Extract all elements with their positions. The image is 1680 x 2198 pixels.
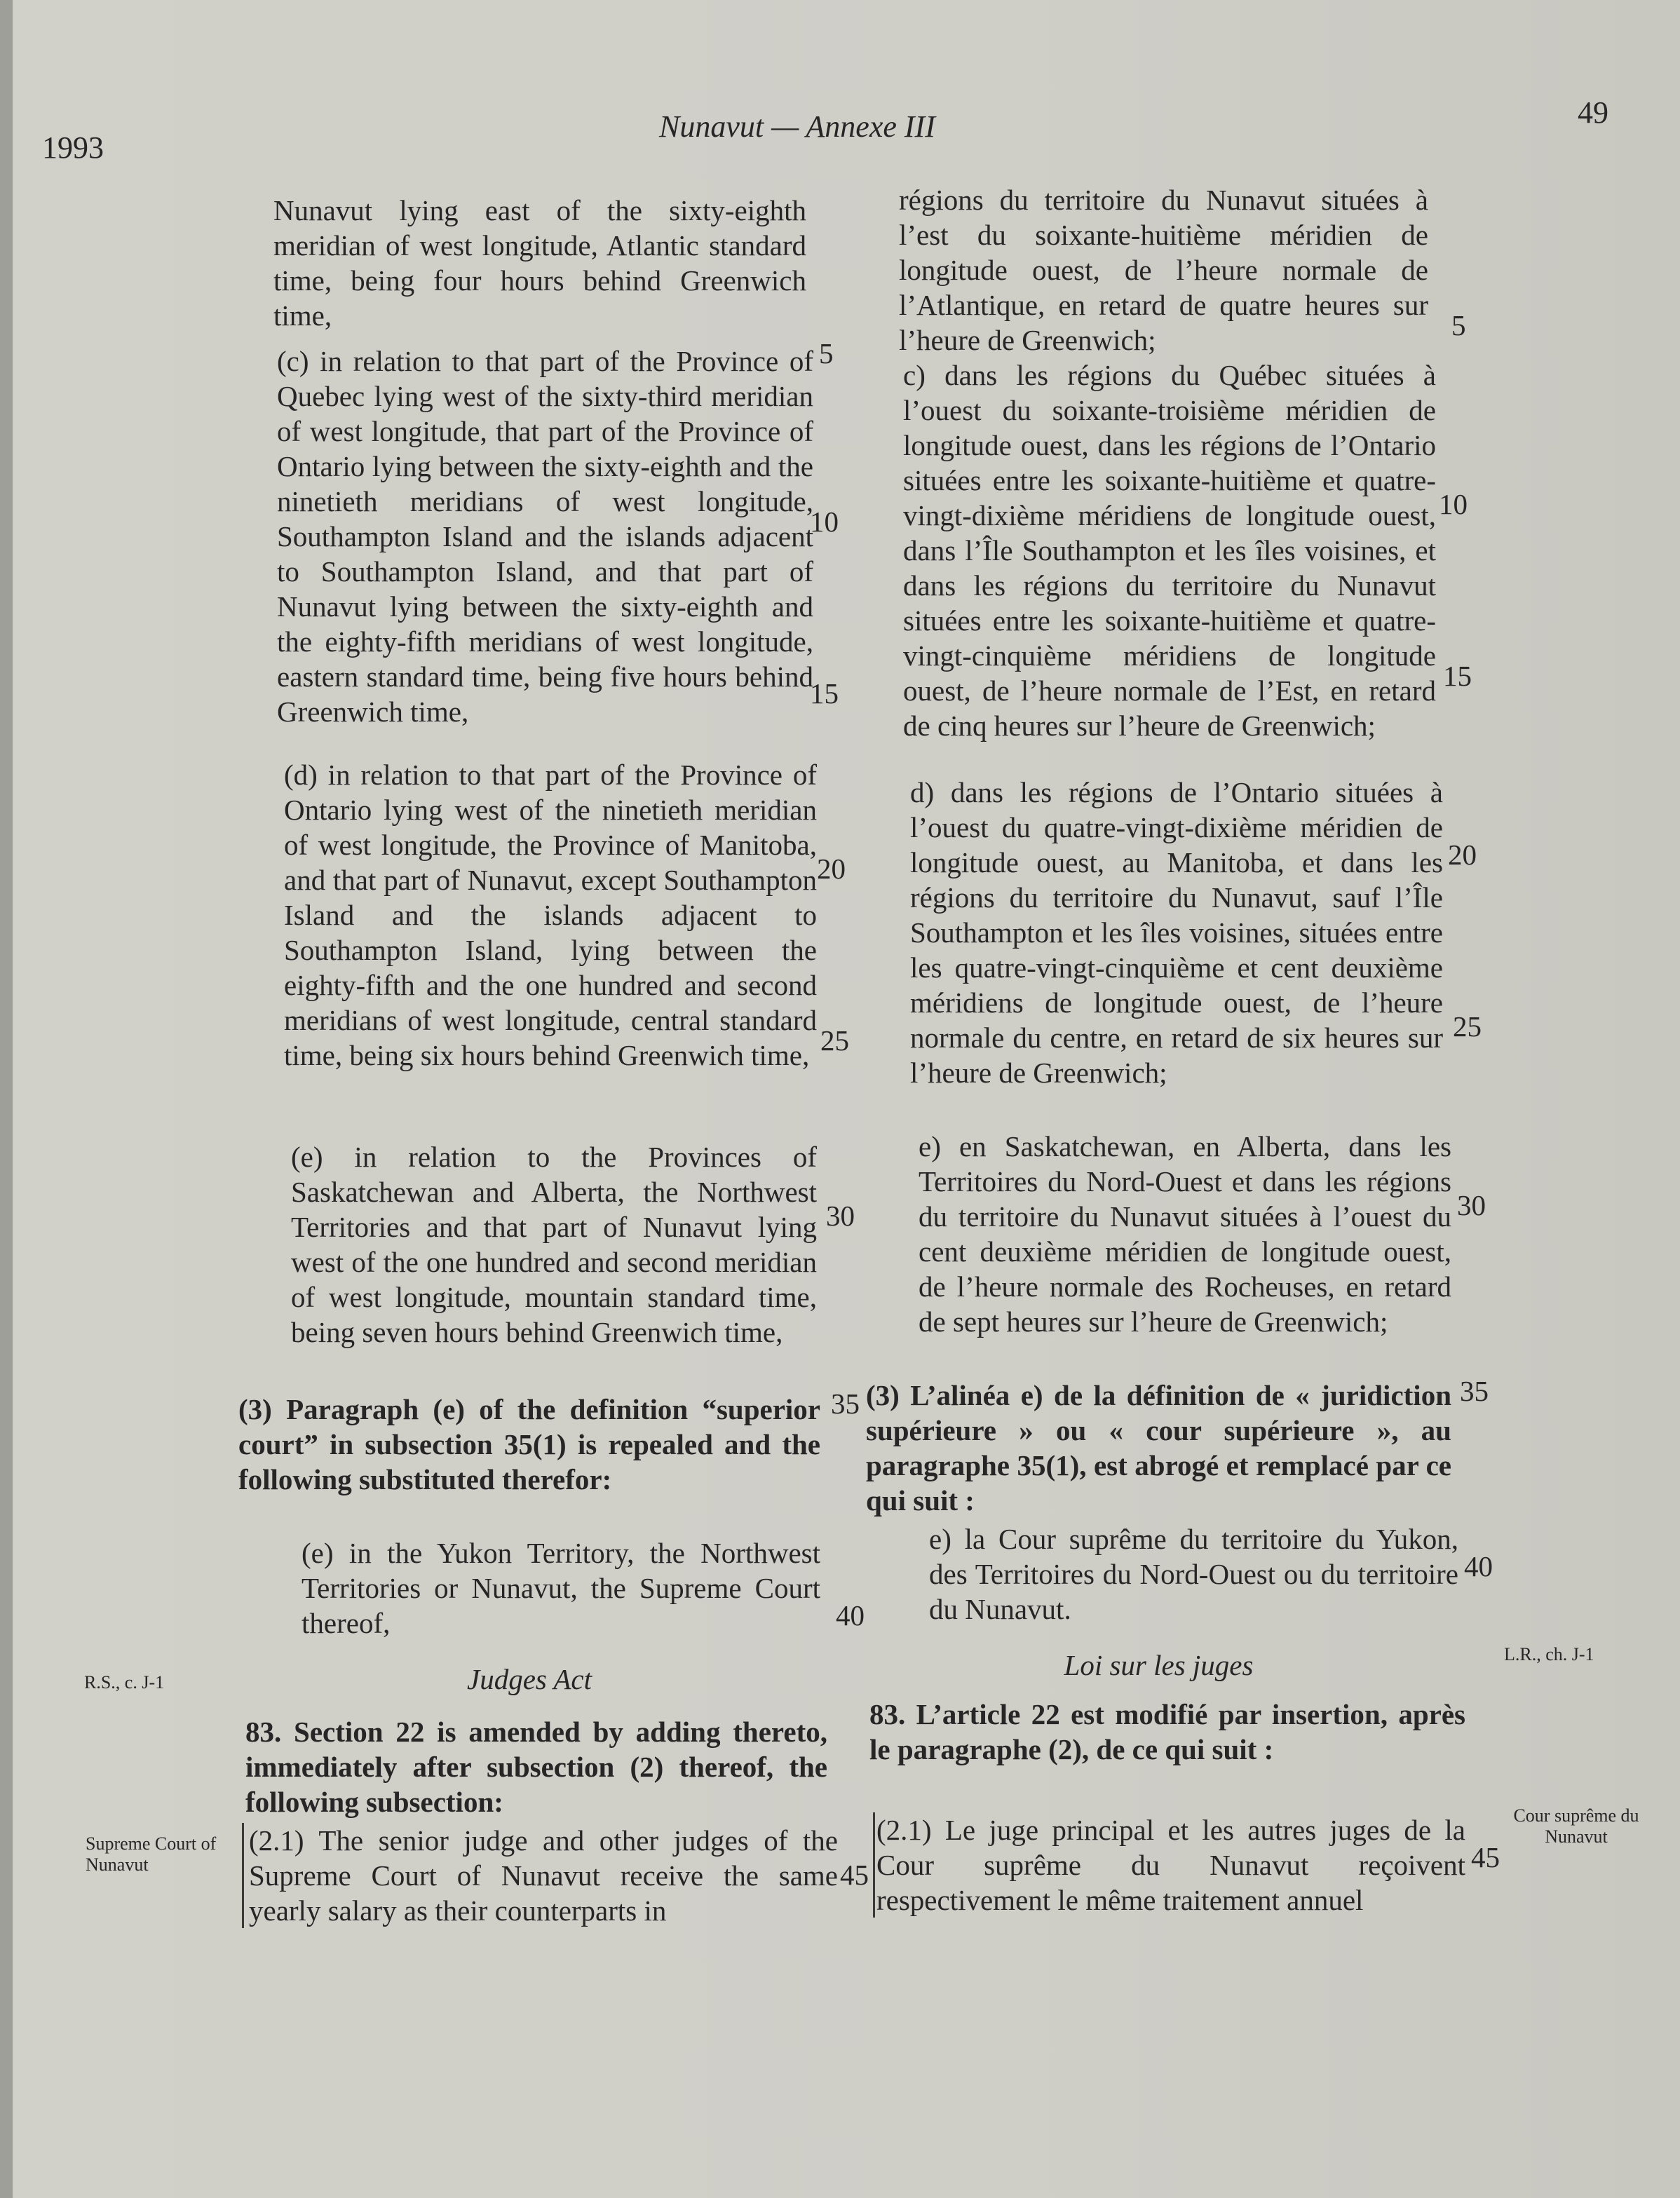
fr-subsection-3: (3) L’alinéa e) de la définition de « juridiction supérieure » ou « cour supérieure », au paragraphe 35(1), est abrogé et remplacé par ce qui suit : xyxy=(866,1379,1451,1517)
fr-line-number: 10 xyxy=(1439,488,1468,520)
en-paragraph-c: (c) in relation to that part of the Province of Quebec lying west of the sixty-third meridian of west longitude, that part of the Province of Ontario lying between the sixty-eighth and the ninetieth meridians of west longitude, Southampton Island and the islands adjacent to Southampton Island, and that part of Nunavut lying between the sixty-eighth and the eighty-fifth meridians of west longitude, eastern standard time, being five hours behind Greenwich time, xyxy=(277,345,813,728)
en-section-83: 83. Section 22 is amended by adding thereto, immediately after subsection (2) thereof, the following subsection: xyxy=(245,1716,827,1818)
en-line-number: 40 xyxy=(836,1599,865,1631)
fr-subsection-2-1: (2.1) Le juge principal et les autres juges de la Cour suprême du Nunavut reçoivent respectivement le même traitement annuel xyxy=(876,1814,1465,1916)
fr-line-number: 25 xyxy=(1453,1010,1482,1043)
margin-note-supreme-court: Supreme Court of Nunavut xyxy=(86,1833,217,1875)
en-line-number: 45 xyxy=(840,1859,869,1891)
en-act-title: Judges Act xyxy=(467,1663,592,1695)
fr-paragraph-d: d) dans les régions de l’Ontario situées à l’ouest du quatre-vingt-dixième méridien de longitude ouest, au Manitoba, et dans les régions du territoire du Nunavut, sauf l’Île Southampton et les îles voisines, situées entre les quatre-vingt-cinquième et cent deuxième méridiens de longitude ouest, de l’heure normale du centre, en retard de six heures sur l’heure de Greenwich; xyxy=(910,776,1443,1089)
header-title: Nunavut — Annexe III xyxy=(659,109,935,144)
fr-paragraph-e: e) en Saskatchewan, en Alberta, dans les Territoires du Nord-Ouest et dans les régions du territoire du Nunavut situées à l’ouest du cent deuxième méridien de longitude ouest, de l’heure normale des Rocheuses, en retard de sept heures sur l’heure de Greenwich; xyxy=(919,1130,1451,1338)
fr-section-83: 83. L’article 22 est modifié par insertion, après le paragraphe (2), de ce qui suit : xyxy=(869,1698,1465,1765)
en-line-number: 30 xyxy=(826,1200,855,1232)
en-subsection-3: (3) Paragraph (e) of the definition “superior court” in subsection 35(1) is repealed and the following substituted therefor: xyxy=(238,1393,820,1495)
fr-act-title: Loi sur les juges xyxy=(1064,1649,1254,1681)
fr-continuation: régions du territoire du Nunavut situées à l’est du soixante-huitième méridien de longitude ouest, de l’heure normale de l’Atlantique, en retard de quatre heures sur l’heure de Greenwich; xyxy=(899,184,1428,356)
fr-line-number: 35 xyxy=(1460,1375,1489,1407)
en-line-number: 35 xyxy=(831,1388,860,1420)
margin-note-rs: R.S., c. J-1 xyxy=(84,1672,165,1692)
en-continuation: Nunavut lying east of the sixty-eighth meridian of west longitude, Atlantic standard time, being four hours behind Greenwich time, xyxy=(273,194,806,332)
header-year: 1993 xyxy=(42,130,104,165)
en-line-number: 25 xyxy=(820,1024,849,1057)
fr-line-number: 30 xyxy=(1457,1189,1486,1221)
revision-bar xyxy=(873,1812,875,1918)
fr-line-number: 20 xyxy=(1448,839,1477,871)
en-paragraph-e: (e) in relation to the Provinces of Saskatchewan and Alberta, the Northwest Territories and that part of Nunavut lying west of the one hundred and second meridian of west longitude, mountain standard time, being seven hours behind Greenwich time, xyxy=(291,1141,817,1348)
binding-shadow xyxy=(0,0,13,2198)
fr-paragraph-e-new: e) la Cour suprême du territoire du Yukon, des Territoires du Nord-Ouest ou du territoire du Nunavut. xyxy=(929,1523,1458,1625)
en-paragraph-e-new: (e) in the Yukon Territory, the Northwest Territories or Nunavut, the Supreme Court thereof, xyxy=(302,1537,820,1639)
fr-paragraph-c: c) dans les régions du Québec situées à l’ouest du soixante-troisième méridien de longitude ouest, dans les régions de l’Ontario situées entre les soixante-huitième et quatre-vingt-dixième méridiens de longitude ouest, dans l’Île Southampton et les îles voisines, et dans les régions du territoire du Nunavut situées entre les soixante-huitième et quatre-vingt-cinquième méridiens de longitude ouest, de l’heure normale de l’Est, en retard de cinq heures sur l’heure de Greenwich; xyxy=(903,359,1436,742)
en-line-number: 10 xyxy=(810,506,839,538)
fr-line-number: 15 xyxy=(1443,660,1472,692)
en-paragraph-d: (d) in relation to that part of the Province of Ontario lying west of the ninetieth meridian of west longitude, the Province of Manitoba, and that part of Nunavut, except Southampton Island and the islands adjacent to Southampton Island, lying between the eighty-fifth and the one hundred and second meridians of west longitude, central standard time, being six hours behind Greenwich time, xyxy=(284,759,817,1071)
page-number: 49 xyxy=(1578,95,1608,130)
revision-bar xyxy=(242,1823,244,1928)
fr-line-number: 40 xyxy=(1464,1550,1493,1582)
en-line-number: 5 xyxy=(819,337,834,369)
fr-line-number: 5 xyxy=(1451,309,1466,341)
en-line-number: 15 xyxy=(810,677,839,710)
margin-note-lr: L.R., ch. J-1 xyxy=(1504,1644,1594,1664)
margin-note-cour-supreme: Cour suprême du Nunavut xyxy=(1513,1805,1639,1847)
fr-line-number: 45 xyxy=(1471,1841,1500,1873)
en-line-number: 20 xyxy=(817,853,846,885)
en-subsection-2-1: (2.1) The senior judge and other judges of the Supreme Court of Nunavut receive the same yearly salary as their counterparts in xyxy=(249,1824,838,1927)
